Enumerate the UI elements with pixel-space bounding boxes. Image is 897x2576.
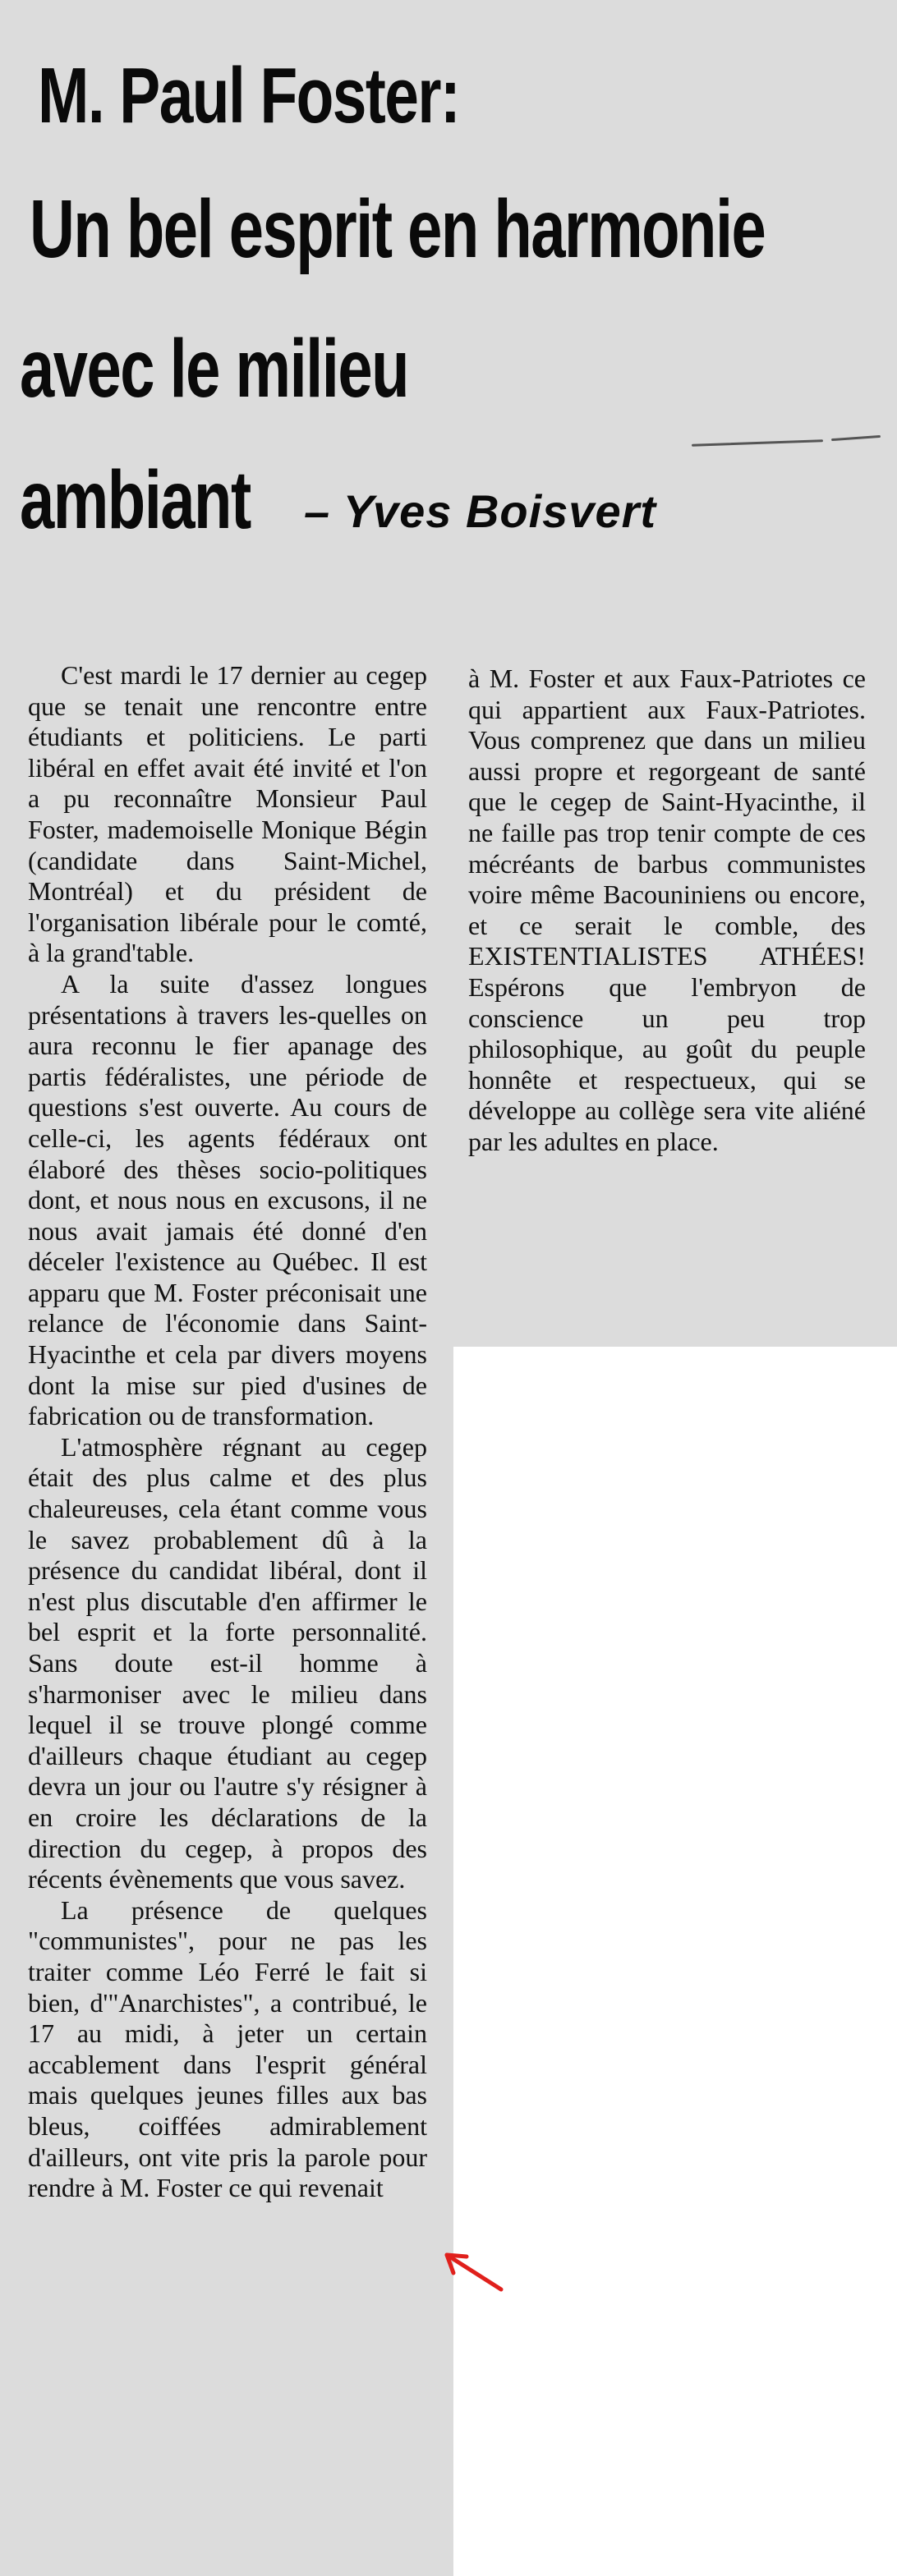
- red-arrow-icon: [442, 2248, 508, 2298]
- author-byline: – Yves Boisvert: [304, 485, 657, 537]
- article-column-left: [28, 660, 427, 2204]
- headline-line-3: avec le milieu: [20, 323, 409, 415]
- paragraph: A la suite d'assez longues présentations à travers les-quelles on aura reconnu le fier apanage des partis fédéralistes, une période de questions s'est ouverte. Au cours de celle-ci, les agents fédéraux ont élaboré des thèses socio-politiques dont, et nous nous en excusons, il ne nous avait jamais été donné d'en déceler l'existence au Québec. Il est apparu que M. Foster préconisait une relance de l'économie dans Saint-Hyacinthe et cela par divers moyens dont la mise sur pied d'usines de fabrication ou de transformation.: [28, 968, 427, 1431]
- paragraph: C'est mardi le 17 dernier au cegep que se tenait une rencontre entre étudiants et politiciens. Le parti libéral en effet avait été invité et l'on a pu reconnaître Monsieur Paul Foster, mademoiselle Monique Bégin (candidate dans Saint-Michel, Montréal) et du président de l'organisation libérale pour le comté, à la grand'table.: [28, 660, 427, 968]
- headline-line-2: Un bel esprit en harmonie: [30, 183, 766, 275]
- paragraph: La présence de quelques "communistes", pour ne pas les traiter comme Léo Ferré le fait si bien, d'"Anarchistes", a contribué, le 17 au midi, à jeter un certain accablement dans l'esprit général mais quelques jeunes filles aux bas bleus, coiffées admirablement d'ailleurs, ont vite pris la parole pour rendre à M. Foster ce qui revenait: [28, 1894, 427, 2203]
- paragraph: à M. Foster et aux Faux-Patriotes ce qui appartient aux Faux-Patriotes. Vous comprenez que dans un milieu aussi propre et regorgeant de santé que le cegep de Saint-Hyacinthe, il ne faille pas trop tenir compte de ces mécréants de barbus communistes voire même Bacouniniens ou encore, et ce serait le comble, des EXISTENTIALISTES ATHÉES! Espérons que l'embryon de conscience un peu trop philosophique, au goût du peuple honnête et respectueux, qui se développe au collège sera vite aliéné par les adultes en place.: [468, 664, 866, 1156]
- paragraph: L'atmosphère régnant au cegep était des plus calme et des plus chaleureuses, cela étant comme vous le savez probablement dû à la présence du candidat libéral, dont il n'est plus discutable d'en affirmer le bel esprit et la forte personnalité. Sans doute est-il homme à s'harmoniser avec le milieu dans lequel il se trouve plongé comme d'ailleurs chaque étudiant au cegep devra un jour ou l'autre s'y résigner à en croire les déclarations de la direction du cegep, à propos des récents évènements que vous savez.: [28, 1431, 427, 1894]
- headline-line-4: ambiant: [20, 454, 251, 546]
- headline-line-1: M. Paul Foster:: [38, 52, 460, 140]
- article-column-right: [468, 664, 866, 1158]
